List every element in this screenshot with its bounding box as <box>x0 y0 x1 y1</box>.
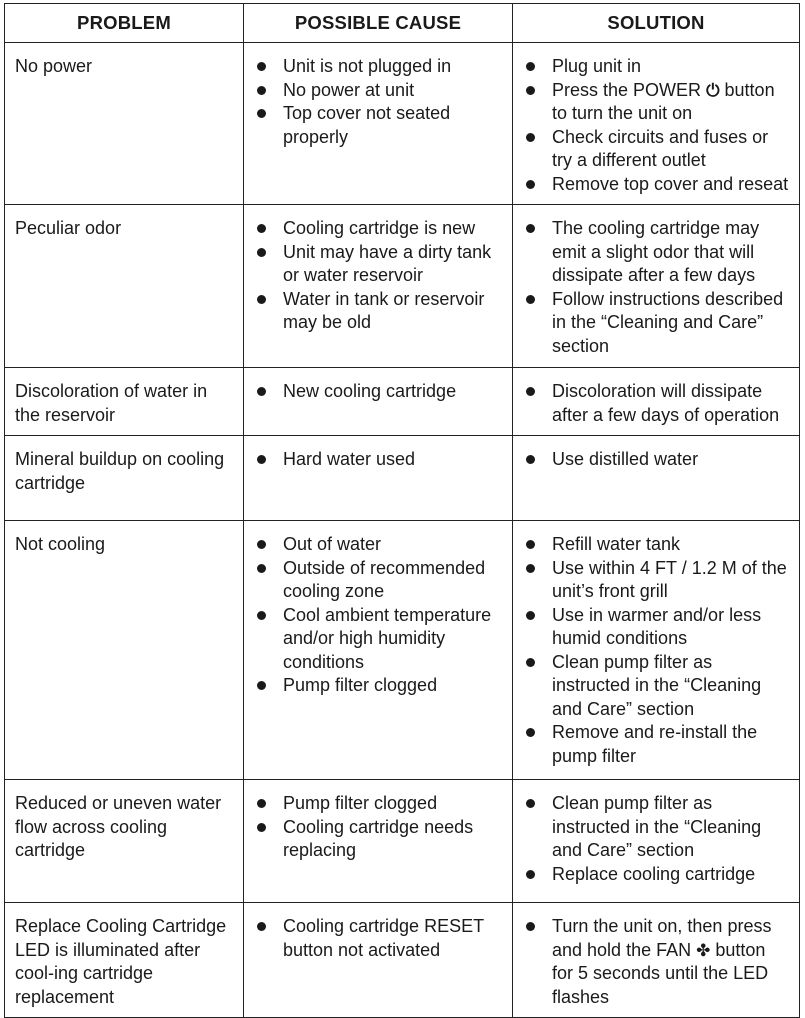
bullet-icon <box>257 109 266 118</box>
bullet-icon <box>526 540 535 549</box>
cause-text: Cool ambient temperature and/or high humidity conditions <box>283 604 492 672</box>
bullet-icon <box>526 799 535 808</box>
solution-list <box>523 380 791 427</box>
solution-item <box>523 721 791 768</box>
bullet-icon <box>257 799 266 808</box>
solution-text: Press the POWER <box>552 79 702 100</box>
solution-text: Clean pump filter as instructed in the “Cleaning and Care” section <box>552 651 762 719</box>
table-body <box>5 43 800 1018</box>
solution-item <box>523 863 791 887</box>
bullet-icon <box>257 295 266 304</box>
solution-text: Discoloration will dissipate after a few days of operation <box>552 381 780 425</box>
bullet-icon <box>257 823 266 832</box>
solution-cell <box>513 521 800 780</box>
solution-list <box>523 448 791 472</box>
table-row <box>5 521 800 780</box>
solution-list <box>523 55 791 196</box>
solution-text-continued: button to turn the unit on <box>552 79 775 123</box>
solution-text: Plug unit in <box>552 56 642 76</box>
cause-list <box>254 217 504 335</box>
solution-item <box>523 604 791 651</box>
cause-text: No power at unit <box>283 79 415 100</box>
bullet-icon <box>526 611 535 620</box>
cause-item <box>254 816 504 863</box>
cause-list <box>254 55 504 149</box>
troubleshooting-table <box>4 3 800 1018</box>
solution-item <box>523 79 791 126</box>
header-possible-cause: POSSIBLE CAUSE <box>244 4 513 43</box>
cause-text: Cooling cartridge RESET button not activated <box>283 916 484 960</box>
table-row <box>5 780 800 903</box>
solution-text: Remove top cover and reseat <box>552 173 789 194</box>
cause-item <box>254 288 504 335</box>
bullet-icon <box>526 62 535 71</box>
solution-list <box>523 915 791 1009</box>
solution-text: Use distilled water <box>552 449 699 469</box>
bullet-icon <box>257 564 266 573</box>
cause-cell <box>244 368 513 436</box>
solution-text: Refill water tank <box>552 534 681 554</box>
cause-item <box>254 102 504 149</box>
solution-cell <box>513 43 800 205</box>
cause-text: Outside of recommended cooling zone <box>283 557 486 601</box>
cause-cell <box>244 205 513 368</box>
cause-list <box>254 448 504 472</box>
solution-cell <box>513 368 800 436</box>
solution-item <box>523 533 791 557</box>
bullet-icon <box>257 387 266 396</box>
cause-item <box>254 380 504 404</box>
cause-text: Pump filter clogged <box>283 675 438 695</box>
solution-cell <box>513 436 800 521</box>
bullet-icon <box>526 870 535 879</box>
table-row <box>5 43 800 205</box>
bullet-icon <box>526 180 535 189</box>
solution-item <box>523 380 791 427</box>
bullet-icon <box>526 295 535 304</box>
solution-cell <box>513 780 800 903</box>
cause-item <box>254 55 504 79</box>
table-row <box>5 368 800 436</box>
bullet-icon <box>257 62 266 71</box>
solution-cell <box>513 903 800 1018</box>
bullet-icon <box>526 224 535 233</box>
cause-item <box>254 792 504 816</box>
problem-cell: Discoloration of water in the reservoir <box>5 368 244 436</box>
cause-item <box>254 557 504 604</box>
cause-text: Water in tank or reservoir may be old <box>283 288 485 332</box>
cause-text: Top cover not seated properly <box>283 103 451 147</box>
table-row <box>5 903 800 1018</box>
cause-cell <box>244 903 513 1018</box>
problem-cell: Replace Cooling Cartridge LED is illuminated after cool-ing cartridge replacement <box>5 903 244 1018</box>
bullet-icon <box>526 86 535 95</box>
table-row <box>5 205 800 368</box>
bullet-icon <box>257 86 266 95</box>
bullet-icon <box>257 540 266 549</box>
solution-text: Follow instructions described in the “Cleaning and Care” section <box>552 288 784 356</box>
solution-item <box>523 173 791 197</box>
cause-item <box>254 533 504 557</box>
solution-text: Turn the unit on, then press and hold the FAN <box>552 916 772 960</box>
power-icon: ⏻ <box>706 80 720 100</box>
solution-item <box>523 915 791 1009</box>
cause-list <box>254 915 504 962</box>
solution-item <box>523 55 791 79</box>
bullet-icon <box>257 681 266 690</box>
problem-cell: Reduced or uneven water flow across cooling cartridge <box>5 780 244 903</box>
solution-cell <box>513 205 800 368</box>
solution-item <box>523 288 791 359</box>
solution-item <box>523 217 791 288</box>
solution-item <box>523 126 791 173</box>
bullet-icon <box>257 922 266 931</box>
bullet-icon <box>257 611 266 620</box>
solution-list <box>523 533 791 768</box>
solution-list <box>523 792 791 886</box>
cause-list <box>254 533 504 698</box>
solution-item <box>523 557 791 604</box>
bullet-icon <box>526 658 535 667</box>
cause-text: Pump filter clogged <box>283 793 438 813</box>
cause-item <box>254 241 504 288</box>
bullet-icon <box>526 455 535 464</box>
problem-cell: Not cooling <box>5 521 244 780</box>
cause-cell <box>244 521 513 780</box>
cause-cell <box>244 43 513 205</box>
cause-text: New cooling cartridge <box>283 381 457 401</box>
bullet-icon <box>257 248 266 257</box>
cause-text: Unit is not plugged in <box>283 56 452 76</box>
cause-cell <box>244 780 513 903</box>
table-row <box>5 436 800 521</box>
problem-cell: Peculiar odor <box>5 205 244 368</box>
cause-item <box>254 448 504 472</box>
bullet-icon <box>257 224 266 233</box>
solution-text-continued: button for 5 seconds until the LED flashes <box>552 939 769 1007</box>
solution-item <box>523 448 791 472</box>
solution-text: The cooling cartridge may emit a slight odor that will dissipate after a few days <box>552 218 760 285</box>
cause-text: Out of water <box>283 534 382 554</box>
solution-text: Check circuits and fuses or try a different outlet <box>552 126 769 170</box>
bullet-icon <box>257 455 266 464</box>
cause-text: Cooling cartridge is new <box>283 218 476 238</box>
solution-item <box>523 651 791 722</box>
header-row <box>5 4 800 43</box>
cause-list <box>254 380 504 404</box>
cause-text: Unit may have a dirty tank or water reservoir <box>283 241 492 285</box>
bullet-icon <box>526 564 535 573</box>
problem-cell: No power <box>5 43 244 205</box>
cause-item <box>254 604 504 675</box>
bullet-icon <box>526 387 535 396</box>
problem-cell: Mineral buildup on cooling cartridge <box>5 436 244 521</box>
header-problem: PROBLEM <box>5 4 244 43</box>
solution-text: Replace cooling cartridge <box>552 863 756 884</box>
solution-item <box>523 792 791 863</box>
solution-text: Use in warmer and/or less humid conditions <box>552 604 762 648</box>
cause-item <box>254 79 504 103</box>
solution-text: Remove and re-install the pump filter <box>552 722 758 766</box>
cause-cell <box>244 436 513 521</box>
cause-item <box>254 915 504 962</box>
fan-icon: ✤ <box>696 940 711 960</box>
header-solution: SOLUTION <box>513 4 800 43</box>
cause-item <box>254 674 504 698</box>
bullet-icon <box>526 728 535 737</box>
solution-text: Clean pump filter as instructed in the “Cleaning and Care” section <box>552 793 762 860</box>
bullet-icon <box>526 133 535 142</box>
cause-text: Cooling cartridge needs replacing <box>283 816 474 860</box>
cause-list <box>254 792 504 863</box>
troubleshooting-table-container <box>4 3 799 1018</box>
bullet-icon <box>526 922 535 931</box>
cause-item <box>254 217 504 241</box>
cause-text: Hard water used <box>283 449 416 469</box>
solution-list <box>523 217 791 358</box>
solution-text: Use within 4 FT / 1.2 M of the unit’s front grill <box>552 557 787 601</box>
